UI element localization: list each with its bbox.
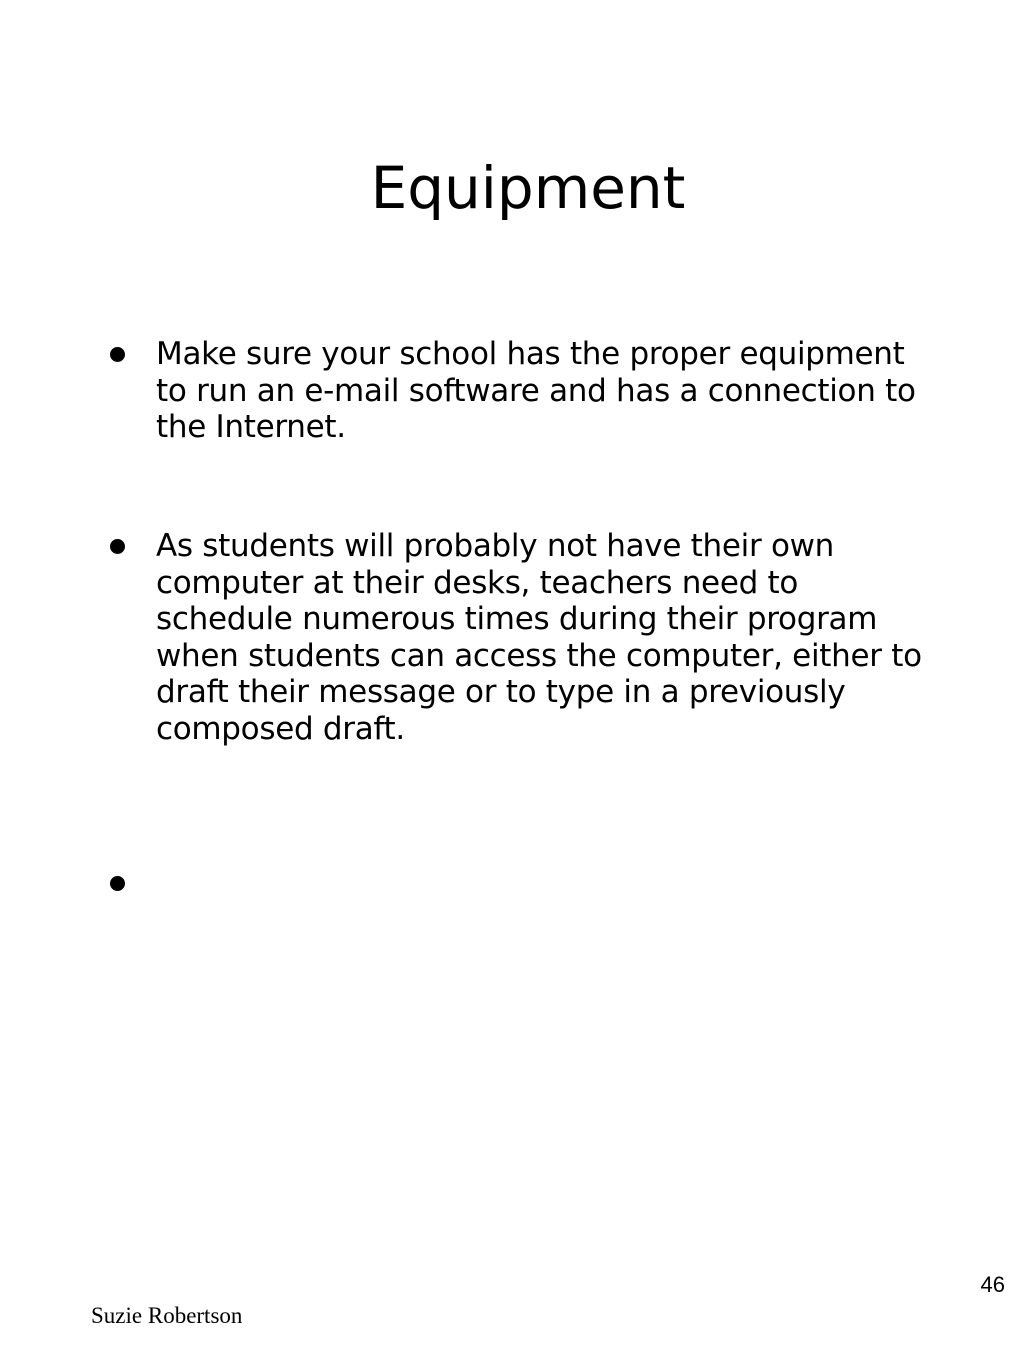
bullet-item-empty: [108, 865, 936, 905]
bullet-dot-icon: [110, 539, 125, 554]
bullet-item: [108, 336, 936, 446]
bullet-text: As students will probably not have their own computer at their desks, teachers need to schedule numerous times during their program when students can access the computer, either to draft their message or to type in a previously composed draft.: [156, 528, 922, 747]
bullet-item: [108, 528, 936, 747]
page-number: 46: [980, 1272, 1005, 1297]
footer-author: Suzie Robertson: [91, 1303, 243, 1328]
bullet-dot-icon: [110, 347, 125, 362]
bullet-text: Make sure your school has the proper equipment to run an e-mail software and has a connection to the Internet.: [156, 336, 916, 445]
slide-title: Equipment: [370, 154, 686, 222]
bullet-dot-icon: [110, 876, 125, 891]
